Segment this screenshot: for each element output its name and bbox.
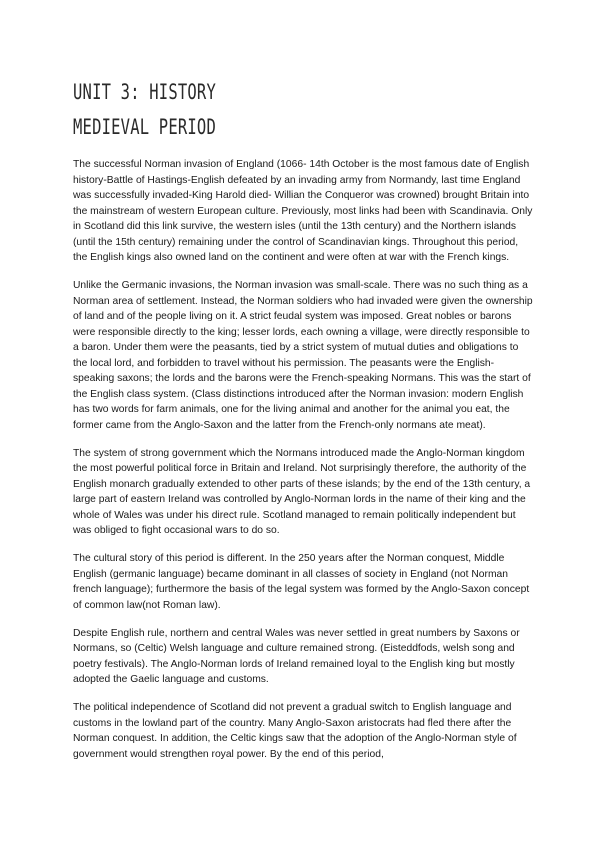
- paragraph: The system of strong government which the Normans introduced made the Anglo-Norman kingdom the most powerful political force in Britain and Ireland. Not surprisingly therefore, the authority of the English monarch gradually extended to other parts of these islands; by the end of the 13th century, a large part of eastern Ireland was controlled by Anglo-Norman lords in the name of their king and the whole of Wales was under his direct rule. Scotland managed to remain politically independent but was obliged to fight occasional wars to do so.: [73, 447, 531, 536]
- period-title: MEDIEVAL PERIOD: [73, 115, 216, 140]
- unit-title: UNIT 3: HISTORY: [73, 80, 216, 105]
- paragraph: Despite English rule, northern and central Wales was never settled in great numbers by Saxons or Normans, so (Celtic) Welsh language and culture remained strong. (Eisteddfods, welsh song and poetry festivals). The Anglo-Norman lords of Ireland remained loyal to the English king but mostly adopted the Gaelic language and customs.: [73, 627, 520, 685]
- paragraph: The successful Norman invasion of England (1066- 14th October is the most famous date of English history-Battle of Hastings-English defeated by an invading army from Normandy, last time England was successfully invaded-King Harold died- Willian the Conqueror was crowned) brought Britain into the mainstream of western European culture. Previously, most links had been with Scandinavia. Only in Scotland did this link survive, the western isles (until the 13th century) and the Northern islands (until the 15th century) remaining under the control of Scandinavian kings. Throughout this period, the English kings also owned land on the continent and were often at war with the French kings.: [73, 159, 533, 263]
- paragraph: Unlike the Germanic invasions, the Norman invasion was small-scale. There was no such thing as a Norman area of settlement. Instead, the Norman soldiers who had invaded were given the ownership of land and of the people living on it. A strict feudal system was imposed. Great nobles or barons were responsible directly to the king; lesser lords, each owning a village, were directly responsible to a baron. Under them were the peasants, tied by a strict system of mutual duties and obligations to the local lord, and forbidden to travel without his permission. The peasants were the English-speaking saxons; the lords and the barons were the French-speaking Normans. This was the start of the English class system. (Class distinctions introduced after the Norman invasion: modern English has two words for farm animals, one for the living animal and another for the animal you eat, the former came from the Anglo-Saxon and the latter from the French-only normans ate meat).: [73, 280, 533, 431]
- body-text: [73, 157, 535, 775]
- paragraph: The political independence of Scotland did not prevent a gradual switch to English language and customs in the lowland part of the country. Many Anglo-Saxon aristocrats had fled there after the Norman conquest. In addition, the Celtic kings saw that the adoption of the Anglo-Norman style of government would strengthen royal power. By the end of this period,: [73, 702, 517, 760]
- paragraph: The cultural story of this period is different. In the 250 years after the Norman conquest, Middle English (germanic language) became dominant in all classes of society in England (not Norman french language); furthermore the basis of the legal system was formed by the Anglo-Saxon concept of common law(not Roman law).: [73, 553, 530, 611]
